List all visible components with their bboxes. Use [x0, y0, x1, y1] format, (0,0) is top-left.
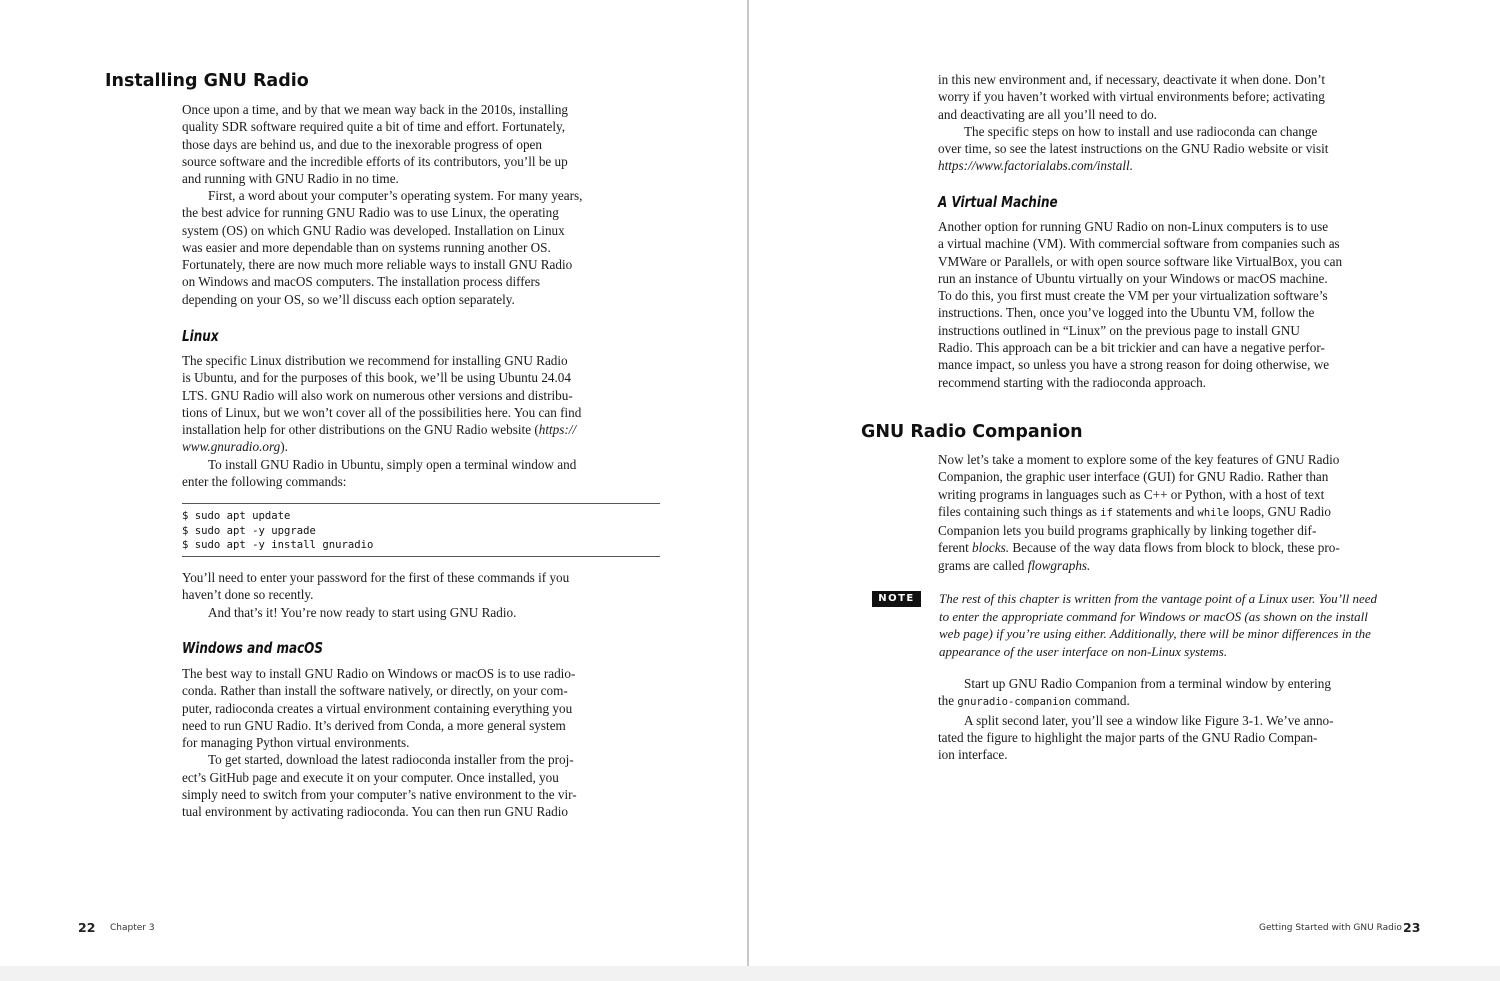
text-line: writing programs in languages such as C++ or Python, with a host of text: [938, 486, 1325, 502]
text-line: tated the figure to highlight the major parts of the GNU Radio Compan-: [938, 729, 1318, 745]
text-line: and running with GNU Radio in no time.: [182, 171, 399, 187]
text-run: ).: [280, 439, 288, 455]
text-run: command.: [1071, 693, 1130, 709]
note-badge: NOTE: [872, 591, 921, 607]
text-line: in this new environment and, if necessary, deactivate it when done. Don’t: [938, 72, 1326, 87]
factorialabs-url: https://www.factorialabs.com/install.: [938, 158, 1134, 174]
text-line: instructions outlined in “Linux” on the previous page to install GNU: [938, 322, 1300, 338]
text-line: ion interface.: [938, 747, 1008, 763]
text-line: To do this, you first must create the VM per your virtualization software’s: [938, 288, 1328, 304]
text-line: recommend starting with the radioconda approach.: [938, 374, 1207, 390]
grc-paragraph: [938, 451, 1340, 574]
text-line: depending on your OS, so we’ll discuss each option separately.: [182, 291, 515, 307]
term-blocks: blocks.: [972, 540, 1010, 556]
text-line: those days are behind us, and due to the inexorable progress of open: [182, 136, 542, 152]
text-line: VMWare or Parallels, or with open source software like VirtualBox, you can: [938, 253, 1343, 269]
text-line: to enter the appropriate command for Windows or macOS (as shown on the install: [939, 608, 1368, 624]
text-line: Now let’s take a moment to explore some of the key features of GNU Radio: [938, 452, 1340, 467]
text-line: First, a word about your computer’s operating system. For many years,: [208, 188, 583, 203]
text-line: [938, 692, 1334, 711]
text-line: over time, so see the latest instructions on the GNU Radio website or visit: [938, 141, 1329, 157]
text-line: To install GNU Radio in Ubuntu, simply open a terminal window and: [208, 456, 577, 472]
text-line: mance impact, so unless you have a strong reason for doing otherwise, we: [938, 357, 1330, 373]
text-line: puter, radioconda creates a virtual environment containing everything you: [182, 700, 573, 716]
text-line: need to run GNU Radio. It’s derived from Conda, a more general system: [182, 717, 566, 733]
text-line: for managing Python virtual environments.: [182, 735, 410, 751]
text-line: the best advice for running GNU Radio was to use Linux, the operating: [182, 205, 559, 221]
text-line: The specific steps on how to install and use radioconda can change: [964, 123, 1318, 139]
running-footer-label: Getting Started with GNU Radio: [1259, 923, 1402, 933]
text-line: Once upon a time, and by that we mean way back in the 2010s, installing: [182, 102, 569, 117]
text-line: worry if you haven’t worked with virtual environments before; activating: [938, 89, 1325, 105]
windows-paragraph: [182, 665, 577, 821]
subheading-virtual-machine: A Virtual Machine: [938, 193, 1058, 211]
code-line: $ sudo apt -y install gnuradio: [182, 539, 374, 552]
text-line: You’ll need to enter your password for the first of these commands if you: [182, 570, 570, 585]
gnuradio-url-part: https://: [538, 422, 577, 438]
text-line: source software and the incredible efforts of its contributors, you’ll be up: [182, 153, 568, 169]
page-number-right: 23: [1403, 920, 1421, 935]
text-run: statements and: [1112, 503, 1198, 519]
os-paragraph: [182, 187, 582, 308]
text-run: files containing such things as: [938, 503, 1101, 519]
text-line: Fortunately, there are now much more reliable ways to install GNU Radio: [182, 257, 573, 273]
text-line: ect’s GitHub page and execute it on your computer. Once installed, you: [182, 769, 559, 785]
inline-code-while: while: [1197, 506, 1230, 519]
gnuradio-url-part: www.gnuradio.org: [182, 439, 281, 455]
text-line: [938, 539, 1340, 556]
text-line: [938, 557, 1340, 574]
text-line: instructions. Then, once you’ve logged into the Ubuntu VM, follow the: [938, 305, 1315, 321]
text-line: a virtual machine (VM). With commercial software from companies such as: [938, 236, 1340, 252]
text-line: The specific Linux distribution we recommend for installing GNU Radio: [182, 353, 568, 368]
text-line: system (OS) on which GNU Radio was developed. Installation on Linux: [182, 222, 565, 238]
inline-code-gnuradio-companion: gnuradio-companion: [957, 696, 1072, 709]
chapter-label: Chapter 3: [110, 923, 155, 933]
text-run: Because of the way data flows from block to block, these pro-: [1009, 540, 1340, 556]
text-line: haven’t done so recently.: [182, 587, 314, 603]
code-block: [182, 503, 660, 557]
section-heading-installing: Installing GNU Radio: [105, 71, 309, 91]
intro-paragraph: [182, 101, 568, 187]
text-line: Start up GNU Radio Companion from a terminal window by entering: [964, 676, 1331, 691]
text-line: To get started, download the latest radioconda installer from the proj-: [208, 752, 574, 768]
text-line: [938, 157, 1328, 174]
text-line: web page) if you’re using either. Additionally, there will be minor differences in the: [939, 626, 1371, 641]
text-line: was easier and more dependable than on systems running another OS.: [182, 239, 551, 255]
subheading-windows-macos: Windows and macOS: [182, 639, 324, 657]
term-flowgraphs: flowgraphs.: [1027, 557, 1091, 573]
password-paragraph: [182, 569, 569, 621]
code-line: $ sudo apt -y upgrade: [182, 524, 316, 537]
linux-paragraph: [182, 352, 581, 490]
text-line: A split second later, you’ll see a window like Figure 3-1. We’ve anno-: [964, 712, 1334, 728]
text-line: conda. Rather than install the software natively, or directly, on your com-: [182, 683, 568, 699]
text-line: And that’s it! You’re now ready to start using GNU Radio.: [208, 604, 517, 620]
text-run: installation help for other distributions on the GNU Radio website (: [182, 422, 539, 438]
text-line: enter the following commands:: [182, 474, 347, 490]
text-run: grams are called: [938, 557, 1028, 573]
vm-paragraph: [938, 218, 1342, 391]
text-line: quality SDR software required quite a bit of time and effort. Fortunately,: [182, 119, 566, 135]
text-line: is Ubuntu, and for the purposes of this book, we’ll be using Ubuntu 24.04: [182, 370, 571, 386]
text-line: appearance of the user interface on non-Linux systems.: [939, 643, 1228, 659]
code-line: $ sudo apt update: [182, 510, 291, 522]
text-line: tual environment by activating radioconda. You can then run GNU Radio: [182, 804, 569, 820]
text-run: loops, GNU Radio: [1229, 503, 1331, 519]
text-line: and deactivating are all you’ll need to do.: [938, 106, 1157, 122]
continuation-paragraph: [938, 71, 1328, 175]
startup-paragraph: [938, 675, 1334, 763]
section-heading-grc: GNU Radio Companion: [861, 422, 1083, 442]
text-line: [182, 438, 581, 455]
right-page: [749, 0, 1500, 981]
note-text: [939, 590, 1377, 660]
text-run: the: [938, 693, 958, 709]
bottom-edge: [0, 966, 1500, 981]
text-line: Radio. This approach can be a bit trickier and can have a negative perfor-: [938, 340, 1325, 356]
text-line: [938, 503, 1340, 522]
text-line: The rest of this chapter is written from the vantage point of a Linux user. You’ll need: [939, 591, 1378, 606]
text-line: simply need to switch from your computer’s native environment to the vir-: [182, 787, 577, 803]
text-line: tions of Linux, but we won’t cover all of the possibilities here. You can find: [182, 404, 582, 420]
text-line: [182, 421, 581, 438]
inline-code-if: if: [1100, 506, 1113, 519]
text-line: Companion lets you build programs graphically by linking together dif-: [938, 523, 1317, 539]
subheading-linux: Linux: [182, 327, 219, 345]
text-line: The best way to install GNU Radio on Windows or macOS is to use radio-: [182, 666, 576, 681]
text-line: Another option for running GNU Radio on non-Linux computers is to use: [938, 219, 1329, 234]
text-run: ferent: [938, 540, 973, 556]
text-line: LTS. GNU Radio will also work on numerous other versions and distribu-: [182, 387, 573, 403]
page-number-left: 22: [78, 920, 96, 935]
text-line: on Windows and macOS computers. The installation process differs: [182, 274, 541, 290]
text-line: run an instance of Ubuntu virtually on your Windows or macOS machine.: [938, 270, 1328, 286]
text-line: Companion, the graphic user interface (GUI) for GNU Radio. Rather than: [938, 469, 1329, 485]
left-page: [0, 0, 747, 981]
